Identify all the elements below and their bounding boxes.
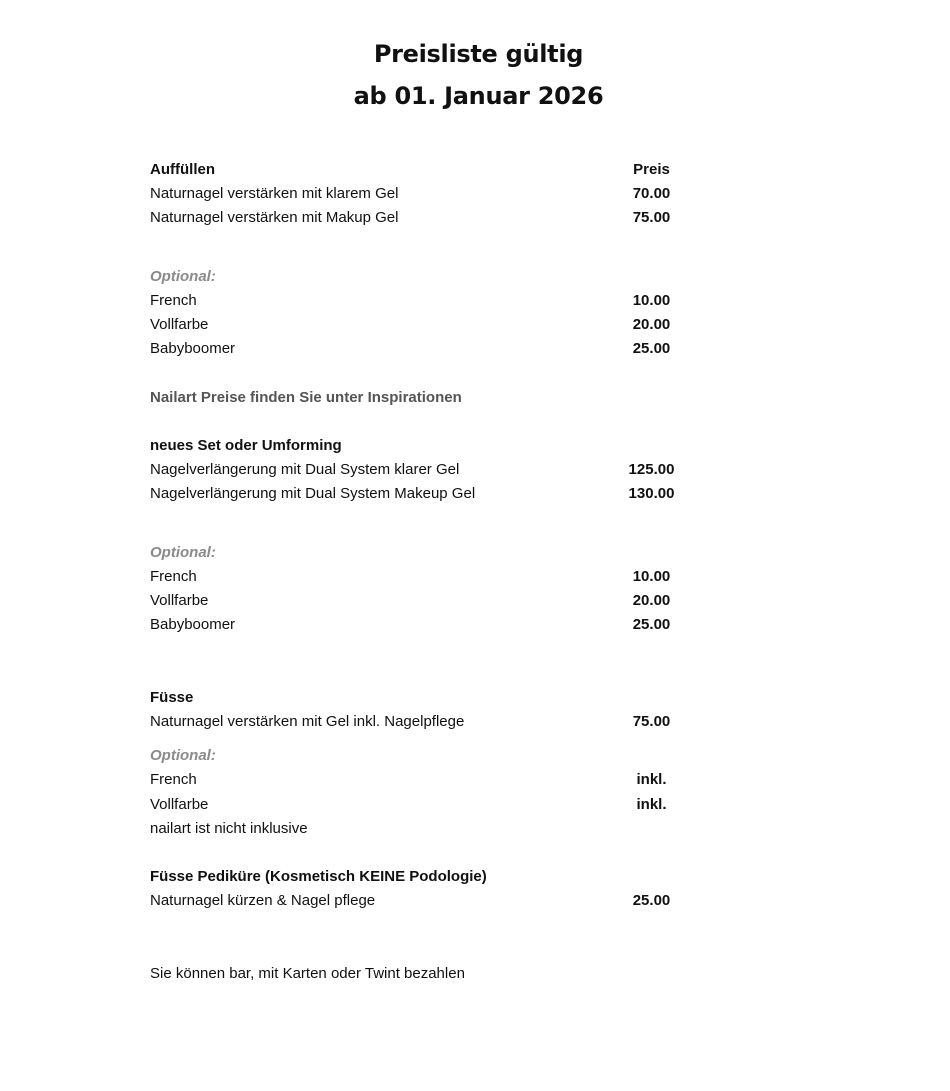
option-price: 10.00 — [632, 292, 671, 309]
option-label: Vollfarbe — [150, 592, 209, 609]
page-title-line-1: Preisliste gültig — [373, 40, 584, 68]
fuesse-note-text: nailart ist nicht inklusive — [150, 820, 308, 837]
item-price: 75.00 — [632, 209, 671, 226]
item-price: 70.00 — [632, 185, 671, 202]
price-column-header: Preis — [633, 161, 670, 178]
section-header-auffuellen — [150, 158, 710, 182]
option-price: 25.00 — [632, 616, 671, 633]
section-heading: Auffüllen — [150, 161, 215, 178]
option-label: Babyboomer — [150, 616, 236, 633]
nailart-note-text: Nailart Preise finden Sie unter Inspirationen — [150, 389, 462, 406]
price-row — [150, 206, 710, 230]
option-row — [150, 768, 710, 792]
option-price: 20.00 — [632, 592, 671, 609]
item-price: 25.00 — [632, 892, 671, 909]
option-label: French — [150, 568, 197, 585]
item-label: Naturnagel verstärken mit Makup Gel — [150, 209, 399, 226]
nailart-note — [150, 386, 710, 410]
option-label: French — [150, 771, 197, 788]
item-price: 75.00 — [632, 713, 671, 730]
section-header-fuesse — [150, 686, 710, 710]
item-label: Naturnagel verstärken mit klarem Gel — [150, 185, 399, 202]
option-row — [150, 313, 710, 337]
item-label: Nagelverlängerung mit Dual System Makeup Gel — [150, 485, 476, 502]
optional-label: Optional: — [150, 268, 216, 285]
payment-note — [150, 962, 710, 986]
option-row — [150, 337, 710, 361]
option-price: 25.00 — [632, 340, 671, 357]
option-label: French — [150, 292, 197, 309]
option-row — [150, 793, 710, 817]
price-row — [150, 710, 710, 734]
optional-heading — [150, 744, 710, 768]
price-row — [150, 482, 710, 506]
option-row — [150, 613, 710, 637]
option-price: 20.00 — [632, 316, 671, 333]
item-price: 125.00 — [628, 461, 675, 478]
optional-label: Optional: — [150, 747, 216, 764]
page-title-line-2: ab 01. Januar 2026 — [353, 82, 604, 110]
option-price: 10.00 — [632, 568, 671, 585]
price-row — [150, 182, 710, 206]
section-heading: neues Set oder Umforming — [150, 437, 342, 454]
optional-heading — [150, 541, 710, 565]
option-label: Vollfarbe — [150, 316, 209, 333]
payment-note-text: Sie können bar, mit Karten oder Twint bezahlen — [150, 965, 465, 982]
item-label: Nagelverlängerung mit Dual System klarer Gel — [150, 461, 460, 478]
option-price: inkl. — [636, 796, 667, 813]
section-heading: Füsse Pediküre (Kosmetisch KEINE Podologie) — [150, 868, 487, 885]
item-label: Naturnagel verstärken mit Gel inkl. Nagelpflege — [150, 713, 465, 730]
section-header-neues-set — [150, 434, 710, 458]
option-label: Vollfarbe — [150, 796, 209, 813]
price-row — [150, 889, 710, 913]
option-label: Babyboomer — [150, 340, 236, 357]
optional-heading — [150, 265, 710, 289]
fuesse-note — [150, 817, 710, 841]
item-price: 130.00 — [628, 485, 675, 502]
option-price: inkl. — [636, 771, 667, 788]
optional-label: Optional: — [150, 544, 216, 561]
section-header-pedikuere — [150, 865, 710, 889]
option-row — [150, 589, 710, 613]
item-label: Naturnagel kürzen & Nagel pflege — [150, 892, 376, 909]
section-heading: Füsse — [150, 689, 194, 706]
option-row — [150, 289, 710, 313]
option-row — [150, 565, 710, 589]
price-row — [150, 458, 710, 482]
